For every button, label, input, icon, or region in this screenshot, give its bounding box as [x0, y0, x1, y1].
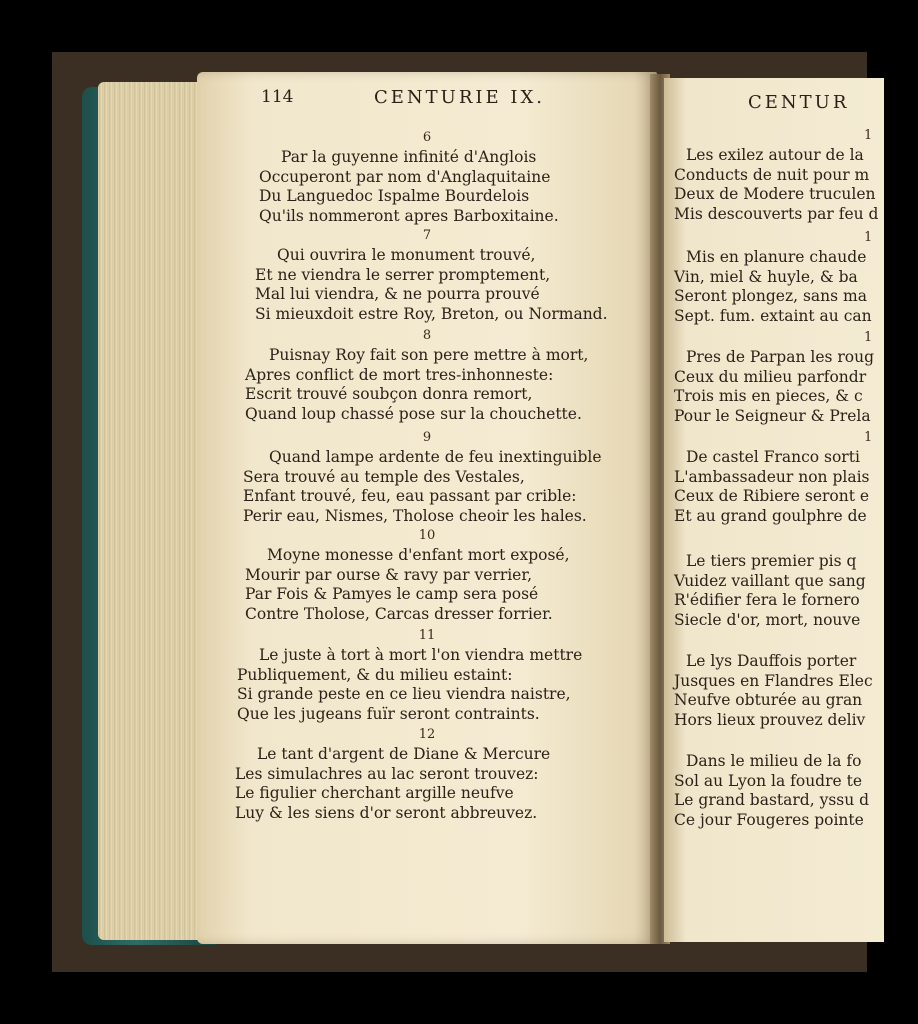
right-verse-line: Vuidez vaillant que sang — [674, 571, 866, 590]
right-verse-line: Siecle d'or, mort, nouve — [674, 610, 861, 629]
verse-line: Publiquement, & du milieu estaint: — [237, 665, 513, 684]
quatrain-number: 11 — [418, 628, 436, 643]
right-verse-line: Et au grand goulphre de — [674, 506, 867, 525]
right-quatrain-number: 1 — [864, 230, 873, 245]
right-verse-line: Sept. fum. extaint au can — [674, 306, 872, 325]
verse-line: Et ne viendra le serrer promptement, — [255, 265, 551, 284]
right-verse-line: Hors lieux prouvez deliv — [674, 710, 866, 729]
verse-line: Luy & les siens d'or seront abbreuvez. — [235, 803, 538, 822]
verse-line: Le tant d'argent de Diane & Mercure — [257, 745, 551, 763]
right-verse-line: R'édifier fera le fornero — [674, 591, 860, 609]
verse-line: Sera trouvé au temple des Vestales, — [243, 467, 525, 486]
verse-line: Mal lui viendra, & ne pourra prouvé — [255, 285, 540, 303]
right-verse-line: Pour le Seigneur & Prela — [674, 406, 871, 425]
verse-line: Le figulier cherchant argille neufve — [235, 784, 514, 802]
right-quatrain-number: 1 — [864, 330, 873, 345]
right-verse-line: De castel Franco sorti — [686, 448, 860, 466]
verse-line: Moyne monesse d'enfant mort exposé, — [267, 546, 570, 564]
right-verse-line: L'ambassadeur non plais — [674, 467, 870, 486]
right-verse-line: Ce jour Fougeres pointe — [674, 810, 864, 829]
verse-line: Si mieuxdoit estre Roy, Breton, ou Normand. — [255, 304, 608, 323]
right-verse-line: Ceux du milieu parfondr — [674, 367, 867, 386]
verse-line: Occuperont par nom d'Anglaquitaine — [259, 167, 551, 186]
right-verse-line: Jusques en Flandres Elec — [674, 671, 873, 690]
right-verse-line: Neufve obturée au gran — [674, 691, 863, 709]
verse-line: Du Languedoc Ispalme Bourdelois — [259, 187, 530, 205]
right-verse-line: Sol au Lyon la foudre te — [674, 771, 863, 790]
verse-line: Perir eau, Nismes, Tholose cheoir les hales. — [243, 506, 587, 525]
right-verse-line: Trois mis en pieces, & c — [674, 387, 863, 405]
quatrain-number: 12 — [418, 727, 436, 742]
right-running-head: CENTUR — [748, 92, 850, 113]
right-verse-line: Pres de Parpan les roug — [686, 348, 875, 366]
verse-line: Puisnay Roy fait son pere mettre à mort, — [269, 346, 589, 364]
quatrain-number: 7 — [422, 228, 432, 243]
right-verse-line: Deux de Modere truculen — [674, 185, 876, 203]
right-verse-line: Le lys Dauffois porter — [686, 652, 857, 670]
right-verse-line: Le tiers premier pis q — [686, 552, 857, 570]
verse-line: Le juste à tort à mort l'on viendra mettre — [259, 646, 583, 664]
verse-line: Mourir par ourse & ravy par verrier, — [245, 565, 532, 584]
right-verse-line: Mis descouverts par feu d — [674, 204, 879, 223]
running-head: CENTURIE IX. — [374, 87, 546, 108]
right-verse-line: Les exilez autour de la — [686, 146, 864, 164]
right-verse-line: Ceux de Ribiere seront e — [674, 487, 870, 505]
right-page — [664, 78, 884, 942]
page-number: 114 — [261, 87, 294, 107]
verse-line: Par Fois & Pamyes le camp sera posé — [245, 585, 539, 603]
verse-line: Les simulachres au lac seront trouvez: — [235, 764, 539, 783]
verse-line: Qui ouvrira le monument trouvé, — [277, 246, 536, 264]
right-verse-line: Mis en planure chaude — [686, 248, 867, 266]
right-quatrain-number: 1 — [864, 430, 873, 445]
right-verse-line: Conducts de nuit pour m — [674, 165, 870, 184]
verse-line: Contre Tholose, Carcas dresser forrier. — [245, 604, 553, 623]
verse-line: Apres conflict de mort tres-inhonneste: — [245, 365, 554, 384]
quatrain-number: 8 — [422, 328, 432, 343]
right-page-text — [664, 78, 884, 942]
book-photo — [52, 52, 879, 972]
left-page — [197, 72, 657, 944]
verse-line: Par la guyenne infinité d'Anglois — [281, 148, 537, 166]
right-verse-line: Vin, miel & huyle, & ba — [674, 267, 858, 286]
verse-line: Si grande peste en ce lieu viendra naistre, — [237, 685, 571, 703]
right-verse-line: Seront plongez, sans ma — [674, 287, 867, 305]
quatrain-number: 10 — [418, 528, 436, 543]
verse-line: Quand lampe ardente de feu inextinguible — [269, 448, 602, 466]
right-verse-line: Le grand bastard, yssu d — [674, 791, 870, 809]
verse-line: Enfant trouvé, feu, eau passant par crible: — [243, 487, 577, 505]
quatrain-number: 9 — [422, 430, 432, 445]
verse-line: Que les jugeans fuïr seront contraints. — [237, 704, 540, 723]
verse-line: Quand loup chassé pose sur la chouchette. — [245, 404, 582, 423]
right-quatrain-number: 1 — [864, 128, 873, 143]
verse-line: Escrit trouvé soubçon donra remort, — [245, 385, 533, 403]
quatrain-number: 6 — [422, 130, 432, 145]
verse-line: Qu'ils nommeront apres Barboxitaine. — [259, 206, 559, 225]
right-verse-line: Dans le milieu de la fo — [686, 752, 862, 770]
left-page-text — [197, 72, 657, 944]
